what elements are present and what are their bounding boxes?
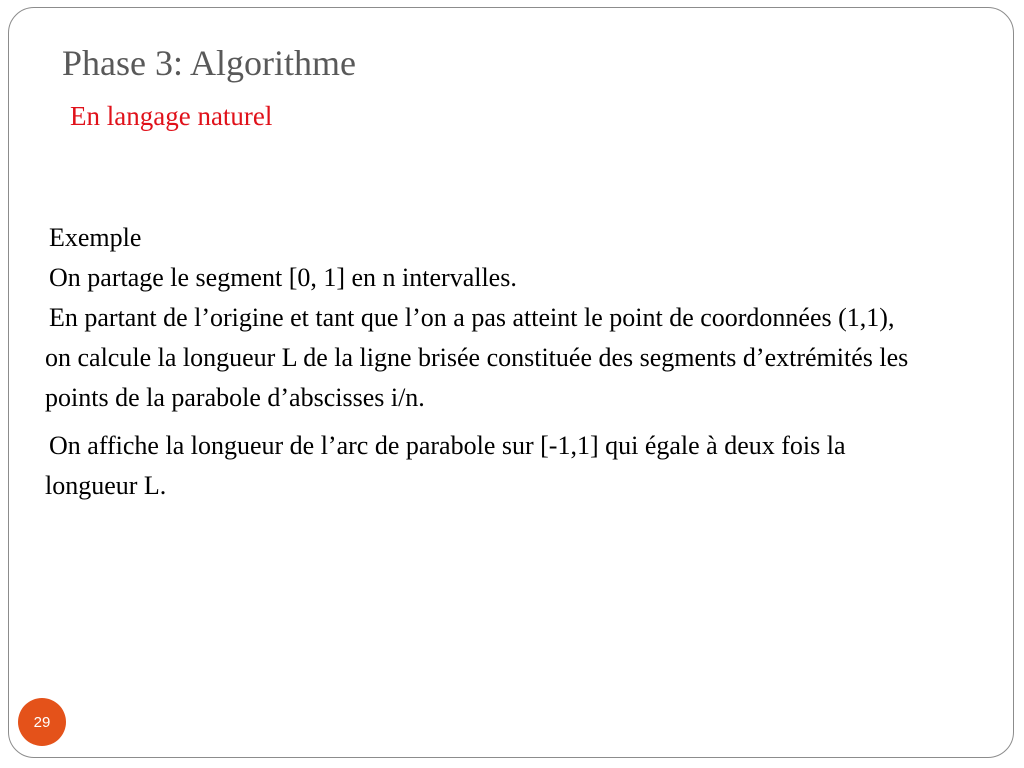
slide-body [45,218,925,514]
slide-title: Phase 3: Algorithme [62,43,356,83]
paragraph-result: On affiche la longueur de l’arc de parabole sur [-1,1] qui égale à deux fois la longueur L. [45,431,846,500]
page-number-badge: 29 [18,698,66,746]
paragraph-segment: On partage le segment [0, 1] en n intervalles. [49,263,517,292]
paragraph-example-label: Exemple [49,223,142,252]
paragraph-algorithm: En partant de l’origine et tant que l’on a pas atteint le point de coordonnées (1,1), on calcule la longueur L de la ligne brisée constituée des segments d’extrémités les points de la parabole d’abscisses i/n. [45,303,909,412]
slide-subtitle: En langage naturel [70,101,273,131]
